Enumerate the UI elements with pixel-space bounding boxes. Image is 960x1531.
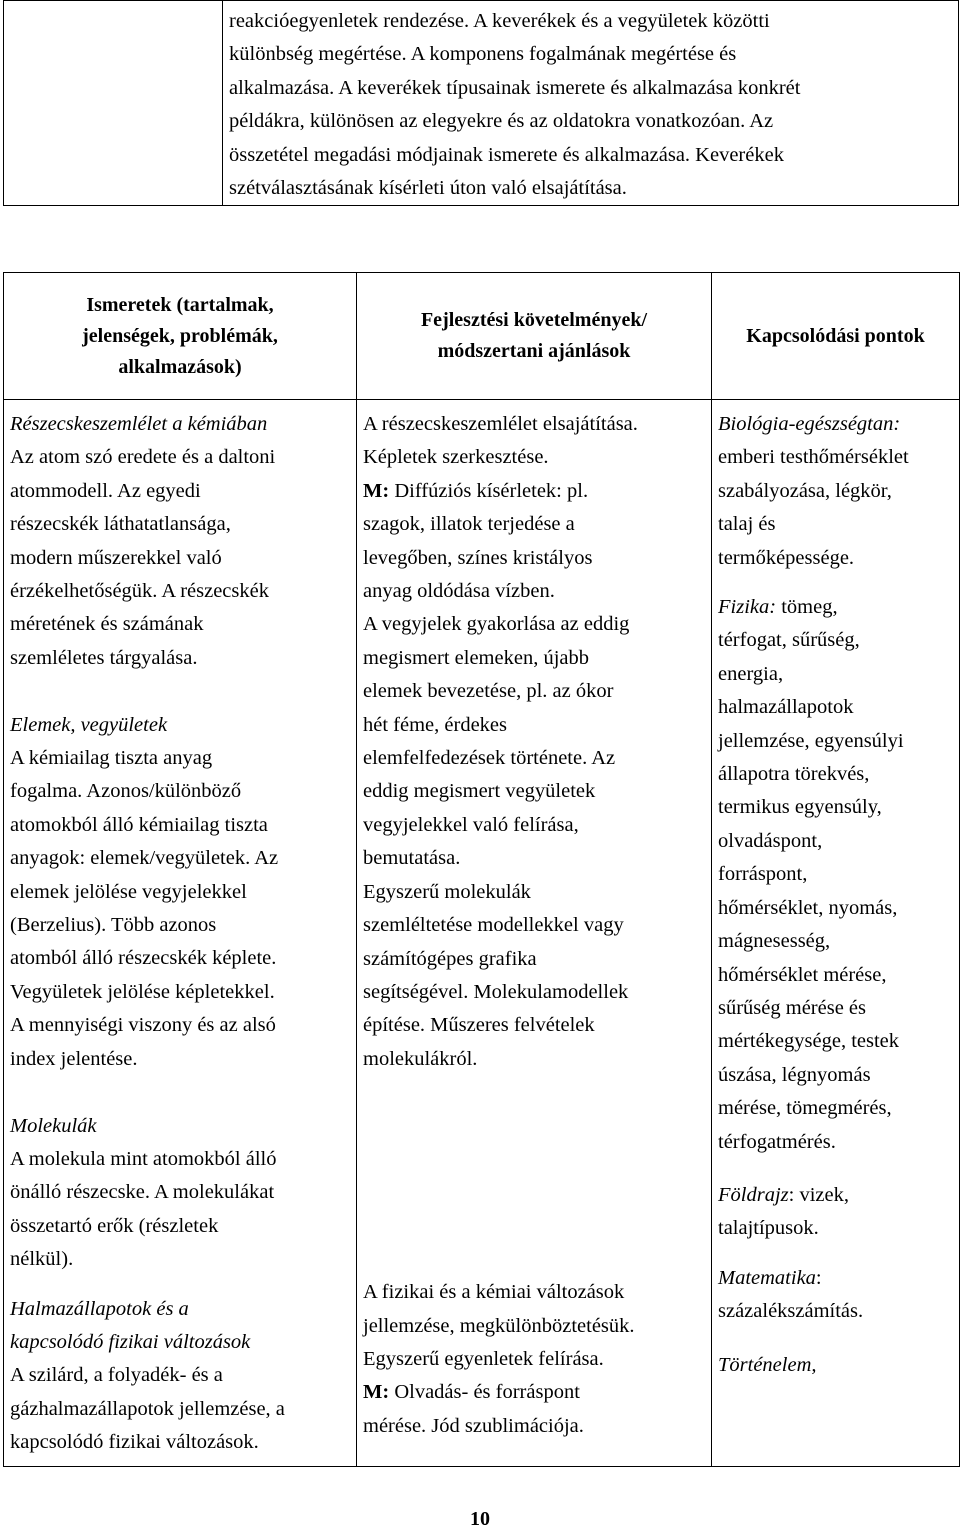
text-line: úszása, légnyomás: [718, 1063, 871, 1086]
header-line: alkalmazások): [118, 355, 242, 378]
header-line: Ismeretek (tartalmak,: [86, 293, 274, 316]
intro-box: [3, 0, 959, 206]
text-line: elemek jelölése vegyjelekkel: [10, 880, 247, 903]
intro-line: szétválasztásának kísérleti úton való elsajátítása.: [229, 177, 627, 200]
text-line: A szilárd, a folyadék- és a: [10, 1364, 223, 1387]
subject-label: Földrajz: [718, 1183, 789, 1206]
text-line: mérése, tömegmérés,: [718, 1097, 892, 1120]
text-line: halmazállapotok: [718, 696, 854, 719]
text-line: Vegyületek jelölése képletekkel.: [10, 980, 275, 1003]
header-line: módszertani ajánlások: [437, 340, 631, 362]
header-requirements: [357, 273, 712, 400]
intro-line: példákra, különösen az elegyekre és az oldatokra vonatkozóan. Az: [229, 110, 774, 133]
header-connections: [712, 273, 960, 400]
header-line: jelenségek, problémák,: [82, 324, 278, 347]
text-line: A vegyjelek gyakorlása az eddig: [363, 613, 630, 636]
text-line: mértékegysége, testek: [718, 1030, 900, 1053]
page-number: 10: [470, 1508, 490, 1530]
text-line: (Berzelius). Több azonos: [10, 914, 217, 937]
text-line: [718, 591, 953, 624]
text-line: Képletek szerkesztése.: [363, 446, 549, 469]
text-line: segítségével. Molekulamodellek: [363, 980, 629, 1003]
curriculum-table: [3, 272, 960, 1467]
header-line: Fejlesztési követelmények/: [420, 309, 648, 331]
text-fragment: tömeg,: [776, 596, 838, 619]
text-line: eddig megismert vegyületek: [363, 780, 596, 803]
text-line: levegőben, színes kristályos: [363, 546, 593, 569]
text-line: atomokból álló kémiailag tiszta: [10, 813, 268, 836]
text-line: A kémiailag tiszta anyag: [10, 747, 213, 770]
method-label: M:: [363, 1381, 390, 1404]
text-line: szemléletes tárgyalása.: [10, 646, 198, 669]
section-title: Részecskeszemlélet a kémiában: [10, 413, 268, 435]
text-line: A fizikai és a kémiai változások: [363, 1281, 625, 1304]
header-knowledge: [4, 273, 357, 400]
text-line: olvadáspont,: [718, 829, 823, 852]
text-line: energia,: [718, 662, 784, 685]
text-line: jellemzése, megkülönböztetésük.: [363, 1314, 635, 1337]
text-line: talajtípusok.: [718, 1217, 819, 1240]
section-title: kapcsolódó fizikai változások: [10, 1330, 251, 1353]
text-line: [363, 1376, 705, 1409]
subject-label: Biológia-egészségtan:: [718, 413, 901, 435]
text-line: térfogat, sűrűség,: [718, 629, 860, 652]
text-line: [718, 1262, 953, 1295]
text-line: hőmérséklet, nyomás,: [718, 896, 898, 919]
text-line: [718, 1179, 953, 1212]
text-fragment: : vizek,: [788, 1183, 849, 1206]
text-line: kapcsolódó fizikai változások.: [10, 1431, 259, 1454]
text-line: A molekula mint atomokból álló: [10, 1147, 277, 1170]
method-label: M:: [363, 479, 390, 502]
text-line: szabályozása, légkör,: [718, 479, 892, 502]
text-line: talaj és: [718, 513, 776, 536]
table-header-row: [4, 273, 960, 400]
text-line: Egyszerű molekulák: [363, 880, 531, 903]
text-line: A mennyiségi viszony és az alsó: [10, 1014, 276, 1037]
text-line: bemutatása.: [363, 847, 461, 870]
text-fragment: Diffúziós kísérletek: pl.: [389, 479, 589, 502]
text-line: index jelentése.: [10, 1047, 138, 1070]
text-line: százalékszámítás.: [718, 1300, 864, 1323]
text-line: méretének és számának: [10, 613, 204, 636]
text-line: [363, 475, 705, 508]
text-line: Egyszerű egyenletek felírása.: [363, 1347, 604, 1370]
subject-label: Fizika:: [718, 596, 777, 619]
text-line: elemek bevezetése, pl. az ókor: [363, 680, 614, 703]
text-line: összetartó erők (részletek: [10, 1214, 219, 1237]
text-line: érzékelhetőségük. A részecskék: [10, 580, 269, 603]
text-line: termikus egyensúly,: [718, 796, 882, 819]
text-line: állapotra törekvés,: [718, 763, 870, 786]
text-line: jellemzése, egyensúlyi: [718, 729, 904, 752]
text-line: szemléltetése modellekkel vagy: [363, 914, 624, 937]
intro-line: összetétel megadási módjainak ismerete és alkalmazása. Keverékek: [229, 143, 784, 166]
text-line: nélkül).: [10, 1248, 74, 1271]
table-body-row: [4, 400, 960, 1467]
text-line: fogalma. Azonos/különböző: [10, 780, 242, 803]
header-line: Kapcsolódási pontok: [746, 324, 925, 347]
text-line: forráspont,: [718, 863, 808, 886]
text-line: termőképessége.: [718, 546, 855, 569]
text-line: A részecskeszemlélet elsajátítása.: [363, 413, 638, 435]
text-line: anyag oldódása vízben.: [363, 580, 555, 603]
text-line: részecskék láthatatlansága,: [10, 513, 231, 536]
text-line: szagok, illatok terjedése a: [363, 513, 575, 536]
intro-line: alkalmazása. A keverékek típusainak ismerete és alkalmazása konkrét: [229, 76, 801, 99]
knowledge-cell: [4, 400, 357, 1467]
text-line: atommodell. Az egyedi: [10, 479, 201, 502]
text-line: mérése. Jód szublimációja.: [363, 1414, 584, 1437]
text-line: molekulákról.: [363, 1047, 478, 1070]
text-line: térfogatmérés.: [718, 1130, 836, 1153]
requirements-cell: [357, 400, 712, 1467]
text-line: atomból álló részecskék képlete.: [10, 947, 277, 970]
text-line: hét féme, érdekes: [363, 713, 507, 736]
text-line: Az atom szó eredete és a daltoni: [10, 446, 276, 469]
text-line: sűrűség mérése és: [718, 996, 867, 1019]
text-line: gázhalmazállapotok jellemzése, a: [10, 1397, 285, 1420]
intro-text-cell: [223, 1, 959, 206]
text-line: modern műszerekkel való: [10, 546, 222, 569]
subject-label: Történelem,: [718, 1353, 817, 1376]
text-fragment: Olvadás- és forráspont: [389, 1381, 580, 1404]
connections-cell: [712, 400, 960, 1467]
subject-label: Matematika: [718, 1266, 816, 1289]
text-fragment: :: [815, 1266, 822, 1289]
text-line: emberi testhőmérséklet: [718, 446, 909, 469]
text-line: megismert elemeken, újabb: [363, 646, 589, 669]
text-line: mágnesesség,: [718, 930, 831, 953]
intro-line: reakcióegyenletek rendezése. A keverékek és a vegyületek közötti: [229, 10, 770, 32]
text-line: építése. Műszeres felvételek: [363, 1014, 595, 1037]
section-title: Molekulák: [10, 1114, 97, 1137]
text-line: önálló részecske. A molekulákat: [10, 1181, 275, 1204]
text-line: hőmérséklet mérése,: [718, 963, 887, 986]
intro-left-cell: [4, 1, 223, 206]
section-title: Elemek, vegyületek: [10, 713, 168, 736]
text-line: elemfelfedezések története. Az: [363, 747, 616, 770]
section-title: Halmazállapotok és a: [10, 1297, 189, 1320]
text-line: anyagok: elemek/vegyületek. Az: [10, 847, 279, 870]
text-line: vegyjelekkel való felírása,: [363, 813, 579, 836]
text-line: számítógépes grafika: [363, 947, 537, 970]
intro-line: különbség megértése. A komponens fogalmának megértése és: [229, 43, 737, 66]
